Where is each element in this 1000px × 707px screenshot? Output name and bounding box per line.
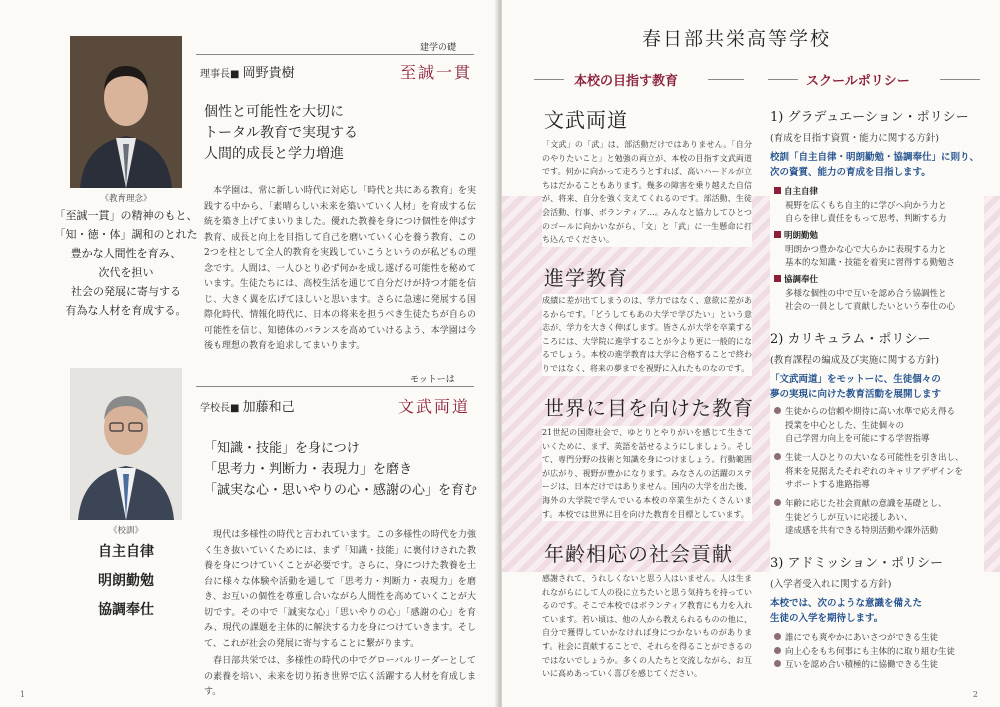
section-body: 感謝されて、うれしくないと思う人はいません。人は生まれながらにして人の役に立ちたいと思う気持ちを持っているのです。そこで本校ではボランティア教育にも力を入れています。若い頃は、他の人から教えられるものの他に、自分で獲得していかなければ身につかないものがあります。社会に貢献することで、それらを得ることができるのではないでしょうか。多くの人たちと交流しながら、お互いに高めあっていく喜びを感じてください。 (542, 572, 752, 681)
philosophy-line: 次代を担い (98, 266, 154, 279)
kunrei-list (70, 538, 182, 625)
policy-title-text: グラデュエーション・ポリシー (787, 110, 969, 125)
role-label: 理事長 (200, 69, 230, 80)
item-head: 明朗勤勉 (784, 231, 819, 241)
philosophy-text (52, 206, 200, 320)
bullet-icon (774, 407, 781, 414)
lead-line: 「文武両道」をモットーに、生徒個々の (770, 374, 941, 385)
policy-heading: スクールポリシー (806, 74, 910, 89)
item-head: 協調奉仕 (784, 275, 819, 285)
lead-line: 本校では、次のような意識を備えた (770, 598, 923, 609)
divider (768, 79, 798, 80)
item-line: 将来を見据えたそれぞれのキャリアデザインを (785, 466, 963, 477)
policy-title-text: アドミッション・ポリシー (787, 556, 943, 571)
headline-line: トータル教育で実現する (204, 125, 358, 141)
item-line: 自らを律し責任をもって思考、判断する力 (785, 214, 947, 224)
policy-title (770, 552, 943, 571)
section-title: 世界に目を向けた教育 (544, 396, 754, 420)
chairman-message: 本学園は、常に新しい時代に対応し「時代と共にある教育」を実践する中から、「素晴らしい未来を築いていく人材」を育成する伝統を築き上げてまいりました。優れた教養を身につけ個性を伸ばす教育、成長と向上を目指して自己を磨いていく心を養う教育、この2つを柱として全人的教育を実践していこうというのが私どもの理念です。人間は、一人ひとり必ず何かを成し遂げる可能性を秘めています。生徒たちには、高校生活を通じて自分だけが持つ才能を信じ、大きく翼を広げてほしいと思います。さらに急速に発展する国際化時代、情報化時代に、日本の将来を担うべき生徒たちが自らの可能性を信じ、知徳体のバランスを高めていけるよう、本学園は今後も理想の教育を追求してまいります。 (204, 186, 476, 351)
principal-photo (70, 368, 182, 520)
policy-title (770, 106, 969, 125)
philosophy-line: 有為な人材を育成する。 (65, 304, 187, 317)
philosophy-line: 「至誠一貫」の精神のもと、 (54, 209, 198, 222)
lead-line: 生徒の入学を期待します。 (770, 613, 884, 624)
item-line: 授業を中心とした、生徒個々の (785, 420, 905, 431)
page-number: 2 (972, 690, 978, 699)
item-line: 明朗かつ豊かな心で大らかに表現する力と (785, 244, 947, 255)
section-body: 成績に差が出てしまうのは、学力ではなく、意欲に差があるからです。「どうしてもあの大学で学びたい」という意志が、学力を大きく伸ばします。皆さんが大学を卒業するころには、大学院に進学することが今より更に一般的になるでしょう。本校の進学教育は大学に合格することで終わりではなく、将来の夢までを視野に入れたものなのです。 (542, 294, 752, 376)
policy-item (774, 274, 955, 315)
divider (196, 386, 474, 387)
principal-message: 春日部共栄では、多様性の時代の中でグローバルリーダーとしての素養を培い、未来を切り拓き世界で広く活躍する人材を育成します。 (204, 656, 476, 697)
item-line: 生徒からの信頼や期待に高い水準で応え得る (785, 407, 956, 417)
section-body: 21世紀の国際社会で、ゆとりとやりがいを感じて生きていくために、まず、英語を話せるようにしましょう。そして、専門分野の技術と知識を身につけましょう。行動範囲が広がり、視野が豊かになります。みなさんの活躍のステージは、日本だけではありません。国内の大学を出た後、海外の大学院で学んでいる本校の卒業生がたくさんいます。本校では世界に目を向けた教育を目標としています。 (542, 426, 752, 521)
headline-line: 「知識・技能」を身につけ (204, 441, 360, 456)
school-name: 春日部共栄高等学校 (642, 28, 832, 50)
philosophy-caption: 《教育理念》 (100, 194, 152, 204)
item-line: 基本的な知識・技能を着実に習得する勤勉さ (785, 258, 956, 268)
lead-line: 校訓「自主自律・明朗勤勉・協調奉仕」に則り、 (770, 152, 980, 163)
section-body: 「文武」の「武」は、部活動だけではありません。「自分のやりたいこと」と勉強の両立が、本校の目指す文武両道です。何かに向かって走ろうとすれば、高いハードルが立ちはだかることもあります。幾多の障害を乗り越えた自信が、将来、自分を強く支えてくれるのです。部活動、生徒会活動、行事、ボランティア…。みんなと協力してひとつのゴールに向かいながら、「文」と「武」に一生懸命に打ち込んでください。 (542, 138, 752, 247)
bullet-icon (774, 660, 781, 667)
item-line: サポートする進路指導 (785, 480, 870, 490)
section-title: 文武両道 (544, 108, 628, 132)
square-bullet-icon (774, 187, 781, 194)
kunrei-item: 協調奉仕 (98, 602, 154, 618)
item-line: 向上心をもち何事にも主体的に取り組む生徒 (785, 646, 956, 657)
philosophy-line: 社会の発展に寄与する (71, 285, 181, 298)
chairman-name: 理事長■ 岡野貴樹 (200, 66, 295, 81)
policy-number: 3) (770, 556, 784, 571)
policy-lead (770, 372, 941, 402)
item-line: 視野を広くもち自主的に学びへ向かう力と (785, 200, 947, 211)
chairman-headline (204, 102, 358, 165)
item-line: 年齢に応じた社会貢献の意識を基礎とし、 (785, 499, 947, 509)
policy-item (774, 632, 955, 673)
person-name: 加藤和己 (242, 400, 295, 415)
headline-line: 「思考力・判断力・表現力」を磨き (204, 462, 413, 477)
policy-subtitle: (育成を目指す資質・能力に関する方針) (770, 133, 939, 144)
lead-line: 夢の実現に向けた教育活動を展開します (770, 389, 942, 400)
item-line: 誰にでも爽やかにあいさつができる生徒 (785, 633, 939, 643)
section-title: 進学教育 (544, 266, 628, 290)
principal-headline (204, 438, 477, 501)
square-bullet-icon (774, 275, 781, 282)
bullet-icon (774, 453, 781, 460)
policy-lead (770, 150, 979, 180)
divider (534, 79, 564, 80)
page-number: 1 (20, 690, 26, 699)
philosophy-line: 「知・徳・体」調和のとれた (54, 228, 198, 241)
item-line: 多様な個性の中で互いを認め合う協調性と (785, 288, 947, 299)
portrait-icon (70, 36, 182, 188)
policy-title (770, 328, 930, 347)
policy-item (774, 406, 955, 447)
square-bullet-icon (774, 231, 781, 238)
headline-line: 人間的成長と学力増進 (204, 146, 344, 162)
principal-motto: 文武両道 (398, 397, 471, 416)
bullet-icon (774, 499, 781, 506)
item-line: 自己学習力向上を可能にする学習指導 (785, 434, 930, 444)
policy-title-text: カリキュラム・ポリシー (787, 332, 931, 347)
kunrei-caption: 《校訓》 (108, 526, 143, 536)
section-title: 年齢相応の社会貢献 (544, 542, 733, 566)
policy-number: 1) (770, 110, 784, 125)
policy-item (774, 230, 955, 271)
item-line: 社会の一員として貢献したいという奉仕の心 (785, 302, 956, 312)
kunrei-item: 自主自律 (98, 544, 154, 560)
policy-subtitle: (入学者受入れに関する方針) (770, 579, 892, 590)
policy-item (774, 498, 947, 539)
divider (196, 54, 474, 55)
policy-panel (770, 100, 984, 680)
item-head: 自主自律 (784, 187, 819, 197)
role-label: 学校長 (200, 403, 230, 414)
headline-line: 「誠実な心・思いやりの心・感謝の心」を育む (204, 483, 478, 498)
divider (940, 79, 980, 80)
policy-item (774, 452, 964, 493)
headline-line: 個性と可能性を大切に (204, 104, 344, 120)
policy-lead (770, 596, 922, 626)
item-line: 互いを認め合い積極的に協働できる生徒 (785, 660, 939, 670)
education-heading: 本校の目指す教育 (574, 74, 679, 89)
principal-name: 学校長■ 加藤和己 (200, 400, 295, 415)
portrait-icon (70, 368, 182, 520)
left-page (0, 0, 498, 707)
item-line: 達成感を共有できる特別活動や課外活動 (785, 526, 939, 536)
policy-number: 2) (770, 332, 784, 347)
section-tag: モットーは (410, 375, 455, 385)
lead-line: 次の資質、能力の育成を目指します。 (770, 167, 931, 178)
item-line: 生徒どうしが互いに応援しあい、 (785, 512, 913, 523)
bullet-icon (774, 647, 781, 654)
person-name: 岡野貴樹 (242, 66, 295, 81)
item-line: 生徒一人ひとりの大いなる可能性を引き出し、 (785, 453, 964, 463)
chairman-motto: 至誠一貫 (400, 63, 473, 82)
philosophy-line: 豊かな人間性を育み、 (70, 247, 182, 260)
principal-message: 現代は多様性の時代と言われています。この多様性の時代を力強く生き抜いていくためには、まず「知識・技能」に裏付けされた教養を身につけていくことが必要です。さらに、身につけた教養を土台に様々な体験や活動を通して「思考力・判断力・表現力」を磨き、お互いの個性を尊重し合いながら人間性を高めていくことが大切です。その中で「誠実な心」「思いやりの心」「感謝の心」を育み、現代の課題を主体的に解決する力を身につけていきます。そして、これが社会の発展に寄与することに繋がります。 (204, 530, 476, 649)
chairman-photo (70, 36, 182, 188)
divider (708, 79, 744, 80)
policy-item (774, 186, 947, 227)
policy-subtitle: (教育課程の編成及び実施に関する方針) (770, 355, 939, 366)
right-page (502, 0, 1000, 707)
kunrei-item: 明朗勤勉 (98, 573, 154, 589)
section-tag: 建学の礎 (420, 43, 457, 53)
bullet-icon (774, 633, 781, 640)
